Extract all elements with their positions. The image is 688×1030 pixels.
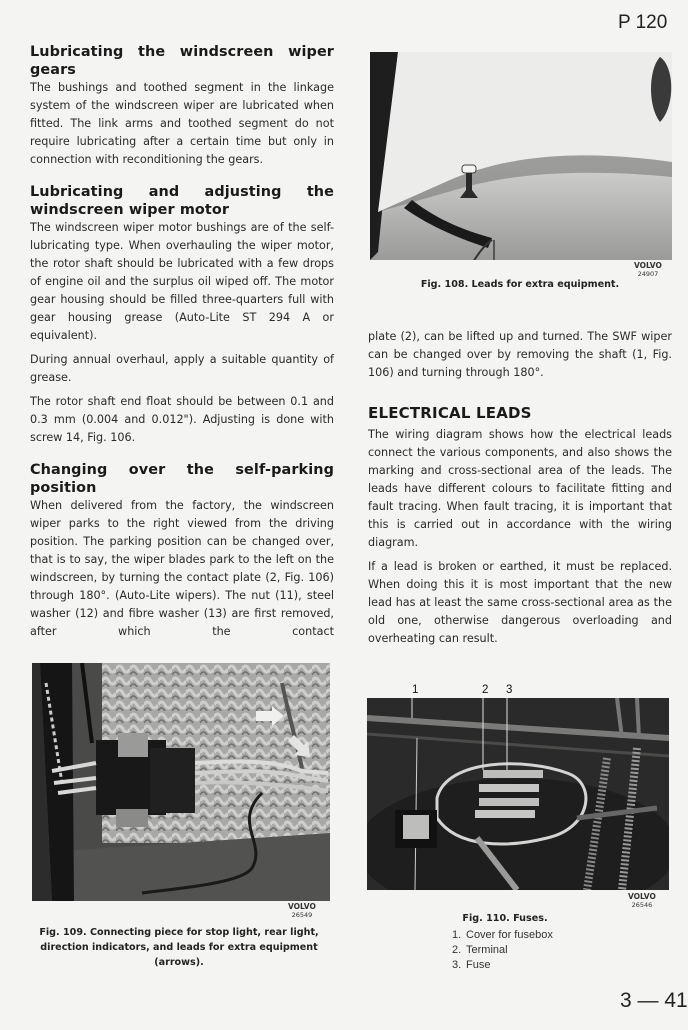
figure-109-caption: Fig. 109. Connecting piece for stop light, rear light, direction indicators, and leads for extra equipment (arrows). [39,927,319,968]
figure-110-caption: Fig. 110. Fuses. [462,913,548,924]
figure-110-photo [367,698,669,890]
section-title: Lubricating and adjusting the windscreen wiper motor [30,184,334,218]
figure-110-callout-2: 2 [482,684,489,696]
page-number: 3 — 41 [620,989,688,1012]
paragraph: During annual overhaul, apply a suitable quantity of grease. [30,353,334,384]
paragraph: If a lead is broken or earthed, it must be replaced. When doing this it is most important that the new lead has at least the same cross-sectional area as the old one, otherwise dangerous overloading and overheating can result. [368,560,672,645]
figure-110-callout-3: 3 [506,684,513,696]
legend-item: 3. Fuse [452,959,491,971]
figure-110-legend [452,928,553,973]
section-electrical-leads [368,404,672,648]
paragraph: The bushings and toothed segment in the linkage system of the windscreen wiper are lubricated when fitted. The link arms and toothed segment do not require lubricating after a certain time but only in connection with reconditioning the gears. [30,81,334,166]
figure-108-photo [370,52,672,260]
figure-108-brand-mark: VOLVO 24907 [634,261,662,278]
paragraph: plate (2), can be lifted up and turned. The SWF wiper can be changed over by removing the shaft (1, Fig. 106) and turning through 180°. [368,330,672,379]
section-title: Changing over the self-parking position [30,462,334,496]
figure-109-brand-mark: VOLVO 26549 [288,902,316,919]
figure-110-brand-mark: VOLVO 26546 [628,892,656,909]
paragraph: The wiring diagram shows how the electrical leads connect the various components, and also shows the marking and cross-sectional area of the leads. The leads have different colours to facilitate fitting and fault tracing. When fault tracing, it is important that this is carried out in accordance with the wiring diagram. [368,428,672,549]
model-heading: P 120 [618,12,668,33]
section-self-parking [30,461,334,641]
paragraph: The rotor shaft end float should be between 0.1 and 0.3 mm (0.004 and 0.012"). Adjusting is done with screw 14, Fig. 106. [30,395,334,444]
paragraph: The windscreen wiper motor bushings are of the self-lubricating type. When overhauling the wiper motor, the rotor shaft should be lubricated with a few drops of engine oil and the surplus oil wiped off. The motor gear housing should be filled three-quarters full with gear housing grease (Auto-Lite ST 294 A or equivalent). [30,221,334,342]
section-title: Lubricating the windscreen wiper gears [30,44,334,78]
legend-item: 2. Terminal [452,944,508,956]
section-title: ELECTRICAL LEADS [368,404,532,422]
legend-item: 1. Cover for fusebox [452,929,553,941]
left-column [30,43,334,655]
paragraph: When delivered from the factory, the windscreen wiper parks to the right viewed from the driving position. The parking position can be changed over, that is to say, the wiper blades park to the left on the windscreen, by turning the contact plate (2, Fig. 106) through 180°. (Auto-Lite wipers). The nut (11), steel washer (12) and fibre washer (13) are first removed, after which the contact [30,499,334,638]
section-wiper-gears [30,43,334,169]
figure-109-photo [32,663,330,901]
figure-108-caption: Fig. 108. Leads for extra equipment. [420,279,620,290]
figure-110-callout-1: 1 [412,684,419,696]
right-column [368,328,672,662]
section-wiper-motor [30,183,334,447]
